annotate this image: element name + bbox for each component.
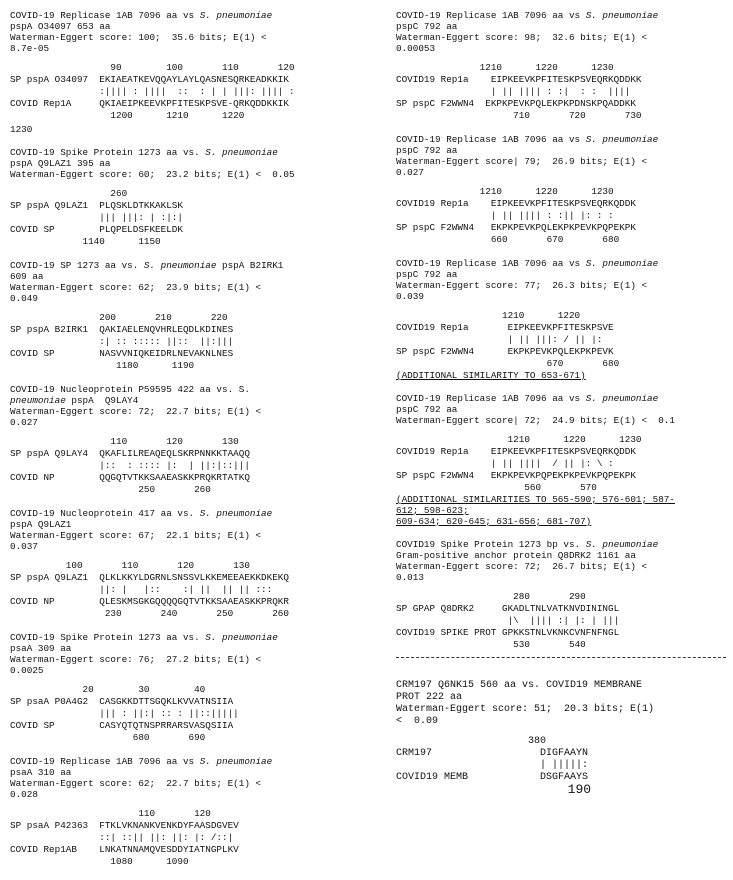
alignment-header <box>10 384 370 428</box>
sequence-alignment <box>10 62 370 122</box>
header-line: COVID-19 Nucleoprotein 417 aa vs. S. pneumoniae <box>10 508 273 519</box>
header-line: Waterman-Eggert score: 62; 23.9 bits; E(1) < <box>10 282 262 293</box>
alignment-line: 90 100 110 120 <box>10 62 295 73</box>
alignment-line: SP pspC F2WWN4 EKPKPEVKPQLEKPKPEVK <box>396 346 614 357</box>
alignment-line: COVID Rep1AB LNKATNNAMQVESDDYIATNGPLKV <box>10 844 239 855</box>
sequence-alignment <box>396 591 726 651</box>
alignment-line: SP pspC F2WWN4 EKPKPEVKPQPEKPKPEVKPQPEKPK <box>396 470 636 481</box>
alignment-header <box>10 508 370 552</box>
alignment-line: 260 <box>10 188 128 199</box>
alignment-block <box>10 508 370 620</box>
header-line: COVID-19 Replicase 1AB 7096 aa vs S. pneumoniae <box>396 10 659 21</box>
alignment-line: SP GPAP Q8DRK2 GKADLTNLVATKNVDININGL <box>396 603 620 614</box>
header-line: COVID-19 Replicase 1AB 7096 aa vs S. pneumoniae <box>396 393 659 404</box>
header-line: pspA O34097 653 aa <box>10 21 111 32</box>
header-line: PROT 222 aa <box>396 692 463 703</box>
alignment-header <box>396 393 726 426</box>
alignment-line: SP pspA O34097 EKIAEATKEVQQAYLAYLQASNESQRKEADKKIK <box>10 74 289 85</box>
alignment-line: 280 290 <box>396 591 586 602</box>
alignment-line: 250 260 <box>10 484 211 495</box>
alignment-line: 100 110 120 130 <box>10 560 250 571</box>
alignment-line: 1140 1150 <box>10 236 161 247</box>
header-line: Waterman-Eggert score: 76; 27.2 bits; E(1) < <box>10 654 262 665</box>
note-line: (ADDITIONAL SIMILARITY TO 653-671) <box>396 370 586 381</box>
header-line: Waterman-Eggert score: 51; 20.3 bits; E(1) <box>396 704 655 715</box>
header-line: Waterman-Eggert score: 67; 22.1 bits; E(1) < <box>10 530 262 541</box>
alignment-line: SP pspA Q9LAY4 QKAFLILREAQEQLSKRPNNKKTAAQQ <box>10 448 250 459</box>
alignment-line: COVID NP QLESKMSGKGQQQQGQTVTKKSAAEASKKPRQKR <box>10 596 289 607</box>
header-line: pspC 792 aa <box>396 21 458 32</box>
note-line: 612; 598-623; <box>396 505 469 516</box>
note-line: (ADDITIONAL SIMILARITIES TO 565-590; 576-601; 587- <box>396 494 675 505</box>
alignment-line: 680 690 <box>10 732 206 743</box>
header-line: pspA Q9LAZ1 395 aa <box>10 158 111 169</box>
header-line: 0.00053 <box>396 43 436 54</box>
alignment-line: SP pspC F2WWN4 EKPKPEVKPQLEKPKPDNSKPQADDKK <box>396 98 636 109</box>
alignment-line: COVID SP PLQPELDSFKEELDK <box>10 224 183 235</box>
alignment-line: | || |||: / || |: <box>396 334 603 345</box>
alignment-line: COVID NP QQGQTVTKKSAAEASKKPRQKRTATKQ <box>10 472 250 483</box>
alignment-header <box>10 260 370 304</box>
alignment-line: 670 680 <box>396 358 620 369</box>
header-line: 0.039 <box>396 291 424 302</box>
alignment-line: 200 210 220 <box>10 312 228 323</box>
header-line: pspC 792 aa <box>396 269 458 280</box>
alignment-line: 1210 1220 1230 <box>396 62 614 73</box>
header-line: COVID-19 Replicase 1AB 7096 aa vs S. pneumoniae <box>396 134 659 145</box>
alignment-line: COVID19 Rep1a EIPKEEVKPFITESKPSVEQRKQDDK <box>396 198 636 209</box>
crm197-alignment-block <box>396 680 726 796</box>
alignment-block <box>396 539 726 651</box>
header-line: psaA 310 aa <box>10 767 72 778</box>
alignment-line: SP psaA P42363 FTKLVKNANKVENKDYFAASDGVEV <box>10 820 239 831</box>
alignment-header <box>10 147 370 180</box>
alignment-line: | || |||| / || |: \ : <box>396 458 614 469</box>
header-line: Waterman-Eggert score: 72; 26.7 bits; E(1) < <box>396 561 648 572</box>
header-line: 0.028 <box>10 789 38 800</box>
alignment-line: :|||| : |||| :: : | | |||: |||| : <box>10 86 295 97</box>
sequence-alignment <box>10 684 370 744</box>
header-line: < 0.09 <box>396 716 439 727</box>
sequence-alignment <box>396 186 726 246</box>
alignment-header <box>396 539 726 583</box>
crm-alignment <box>396 736 726 796</box>
alignment-block <box>396 393 726 527</box>
alignment-block <box>396 258 726 381</box>
alignment-block <box>10 10 370 122</box>
position-number: 1230 <box>10 124 33 135</box>
sequence-alignment <box>10 560 370 620</box>
alignment-line: CRM197 DIGFAAYN <box>396 748 589 759</box>
header-line: 0.027 <box>396 167 424 178</box>
header-line: COVID19 Spike Protein 1273 bp vs. S. pneumoniae <box>396 539 659 550</box>
alignment-block <box>10 147 370 248</box>
alignment-line: 110 120 <box>10 808 211 819</box>
alignment-line: 380 <box>396 736 547 747</box>
alignment-block <box>10 756 370 868</box>
header-line: pneumoniae pspA Q9LAY4 <box>10 395 139 406</box>
header-line: COVID-19 Replicase 1AB 7096 aa vs S. pneumoniae <box>10 756 273 767</box>
sequence-alignment <box>396 310 726 370</box>
header-line: Waterman-Eggert score| 79; 26.9 bits; E(1) < <box>396 156 648 167</box>
alignment-line: 110 120 130 <box>10 436 239 447</box>
alignment-line: COVID19 Rep1a EIPKEEVKPFITESKPSVE <box>396 322 614 333</box>
alignment-line: SP pspA Q9LAZ1 PLQSKLDTKKAKLSK <box>10 200 183 211</box>
alignment-line: | || |||| : :|| |: : : <box>396 210 614 221</box>
header-line: Waterman-Eggert score: 98; 32.6 bits; E(1) < <box>396 32 648 43</box>
header-line: COVID-19 Spike Protein 1273 aa vs. S. pneumoniae <box>10 147 278 158</box>
alignment-line: COVID SP CASYQTQTNSPRRARSVASQSIIA <box>10 720 234 731</box>
alignment-line: |:: : :::: |: | ||:|::||| <box>10 460 250 471</box>
alignment-line: SP pspA Q9LAZ1 QLKLKKYLDGRNLSNSSVLKKEMEEAEKKDKEKQ <box>10 572 289 583</box>
alignment-line: 1210 1220 1230 <box>396 186 614 197</box>
sequence-alignment <box>396 434 726 494</box>
alignment-line: | |||||: <box>396 760 589 771</box>
header-line: Waterman-Eggert score| 72; 24.9 bits; E(1) < 0.1 <box>396 415 675 426</box>
alignment-block <box>10 260 370 372</box>
alignment-line: 660 670 680 <box>396 234 620 245</box>
note-line: 609-634; 620-645; 631-656; 681-707) <box>396 516 592 527</box>
alignment-block <box>396 134 726 246</box>
header-line: 0.0025 <box>10 665 44 676</box>
section-divider <box>396 657 726 658</box>
alignment-line: 560 570 <box>396 482 597 493</box>
header-line: COVID-19 SP 1273 aa vs. S. pneumoniae pspA B2IRK1 <box>10 260 284 271</box>
crm-position-number: 190 <box>567 782 592 797</box>
alignment-line: COVID19 Rep1a EIPKEEVKPFITESKPSVEQRKQDDK <box>396 446 636 457</box>
left-column <box>10 10 370 880</box>
alignment-header <box>396 10 726 54</box>
header-line: pspC 792 aa <box>396 145 458 156</box>
alignment-line: SP pspA B2IRK1 QAKIAELENQVHRLEQDLKDINES <box>10 324 234 335</box>
alignment-header <box>10 756 370 800</box>
header-line: COVID-19 Spike Protein 1273 aa vs. S. pneumoniae <box>10 632 278 643</box>
right-column <box>396 10 726 663</box>
header-line: Waterman-Eggert score: 100; 35.6 bits; E(1) < <box>10 32 267 43</box>
alignment-line: 230 240 250 260 <box>10 608 289 619</box>
header-line: COVID-19 Replicase 1AB 7096 aa vs S. pneumoniae <box>396 258 659 269</box>
header-line: 0.013 <box>396 572 424 583</box>
header-line: 609 aa <box>10 271 44 282</box>
alignment-header <box>10 10 370 54</box>
sequence-alignment <box>10 312 370 372</box>
alignment-line: COVID19 SPIKE PROT GPKKSTNLVKNKCVNFNFNGL <box>396 627 620 638</box>
alignment-line: 1210 1220 1230 <box>396 434 642 445</box>
alignment-block <box>10 632 370 744</box>
alignment-line: |\ |||| :| |: | ||| <box>396 615 620 626</box>
alignment-line: ||| : ||:| :: : ||::||||| <box>10 708 239 719</box>
sequence-alignment <box>396 62 726 122</box>
header-line: 0.049 <box>10 293 38 304</box>
alignment-line: COVID19 Rep1a EIPKEEVKPFITESKPSVEQRKQDDKK <box>396 74 642 85</box>
alignment-line: 20 30 40 <box>10 684 206 695</box>
header-line: pspC 792 aa <box>396 404 458 415</box>
header-line: psaA 309 aa <box>10 643 72 654</box>
alignment-line: | || |||| : :| : : |||| <box>396 86 631 97</box>
header-line: 0.037 <box>10 541 38 552</box>
alignment-header <box>396 258 726 302</box>
alignment-line: COVID SP NASVVNIQKEIDRLNEVAKNLNES <box>10 348 234 359</box>
sequence-alignment <box>10 808 370 868</box>
alignment-header <box>10 632 370 676</box>
alignment-line: :| :: ::::: ||:: ||:||| <box>10 336 234 347</box>
alignment-line: ||: | |:: :| || || || ::: <box>10 584 273 595</box>
header-line: COVID-19 Replicase 1AB 7096 aa vs S. pneumoniae <box>10 10 273 21</box>
additional-similarity-note <box>396 370 726 381</box>
header-line: 0.027 <box>10 417 38 428</box>
header-line: Gram-positive anchor protein Q8DRK2 1161 aa <box>396 550 636 561</box>
header-line: pspA Q9LAZ1 <box>10 519 72 530</box>
header-line: CRM197 Q6NK15 560 aa vs. COVID19 MEMBRANE <box>396 680 643 691</box>
header-line: Waterman-Eggert score: 77; 26.3 bits; E(1) < <box>396 280 648 291</box>
alignment-line: 1180 1190 <box>10 360 195 371</box>
alignment-block <box>396 10 726 122</box>
crm-header <box>396 680 726 728</box>
header-line: Waterman-Eggert score: 62; 22.7 bits; E(1) < <box>10 778 262 789</box>
alignment-block <box>10 384 370 496</box>
header-line: Waterman-Eggert score: 72; 22.7 bits; E(1) < <box>10 406 262 417</box>
alignment-line: 710 720 730 <box>396 110 642 121</box>
alignment-line: COVID19 MEMB DSGFAAYS <box>396 772 589 783</box>
alignment-line: ::| ::|| ||: ||: |: /::| <box>10 832 234 843</box>
alignment-line: 1200 1210 1220 <box>10 110 245 121</box>
alignment-line: 1080 1090 <box>10 856 189 867</box>
header-line: 8.7e-05 <box>10 43 50 54</box>
alignment-header <box>396 134 726 178</box>
alignment-line: ||| |||: | :|:| <box>10 212 183 223</box>
header-line: COVID-19 Nucleoprotein P59595 422 aa vs. S. <box>10 384 250 395</box>
alignment-line: SP psaA P0A4G2 CASGKKDTTSGQKLKVVATNSIIA <box>10 696 234 707</box>
additional-similarity-note <box>396 494 726 527</box>
alignment-line: SP pspC F2WWN4 EKPKPEVKPQLEKPKPEVKPQPEKPK <box>396 222 636 233</box>
sequence-alignment <box>10 436 370 496</box>
sequence-alignment <box>10 188 370 248</box>
alignment-line: COVID Rep1A QKIAEIPKEEVKPFITESKPSVE-QRKQDDKKIK <box>10 98 289 109</box>
position-number <box>396 784 726 796</box>
alignment-line: 530 540 <box>396 639 586 650</box>
alignment-line: 1210 1220 <box>396 310 581 321</box>
header-line: Waterman-Eggert score: 60; 23.2 bits; E(1) < 0.05 <box>10 169 295 180</box>
